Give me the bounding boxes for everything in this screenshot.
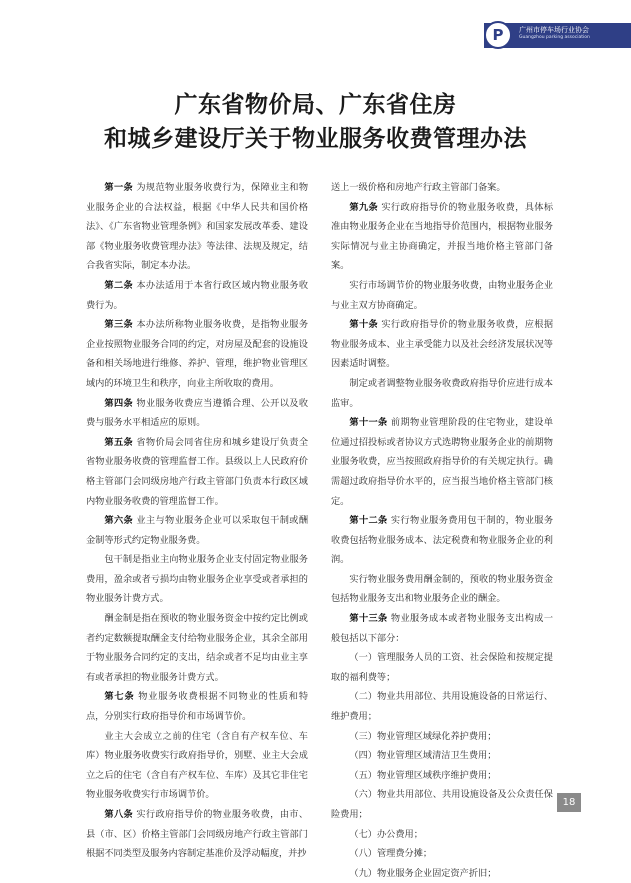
- paragraph: [331, 727, 553, 747]
- paragraph: [331, 511, 553, 570]
- article-heading: 第四条: [104, 397, 134, 409]
- paragraph: [86, 550, 308, 609]
- article-text: （四）物业管理区域清洁卫生费用；: [349, 750, 497, 762]
- article-heading: 第九条: [349, 201, 379, 213]
- article-text: 为规范物业服务收费行为，保障业主和物业服务企业的合法权益，根据《中华人民共和国价格法》、《广东省物业管理条例》和国家发展改革委、建设部《物业服务收费管理办法》等法律、法规及规定，结合我省实际，制定本办法。: [86, 182, 309, 272]
- paragraph: [331, 178, 553, 198]
- parking-logo-icon: [484, 21, 512, 49]
- article-heading: 第一条: [104, 182, 134, 193]
- paragraph: [331, 746, 553, 766]
- paragraph: [331, 570, 553, 609]
- article-heading: 第二条: [104, 279, 134, 291]
- paragraph: [331, 785, 553, 824]
- article-heading: 第七条: [104, 691, 135, 703]
- paragraph: [86, 315, 308, 393]
- article-text: 实行物业服务费用酬金制的，预收的物业服务资金包括物业服务支出和物业服务企业的酬金。: [331, 573, 553, 605]
- article-text: 物业服务收费应当遵循合理、公开以及收费与服务水平相适应的原则。: [86, 397, 309, 429]
- article-text: 物业服务成本或者物业服务支出构成一般包括以下部分：: [331, 613, 554, 644]
- article-text: （二）物业共用部位、共用设施设备的日常运行、维护费用；: [331, 691, 553, 723]
- article-text: 业主与物业服务企业可以采取包干制或酬金制等形式约定物业服务费。: [86, 515, 309, 546]
- article-heading: 第六条: [104, 515, 134, 527]
- article-text: 业主大会成立之前的住宅（含自有产权车位、车库）物业服务收费实行政府指导价，别墅、业主大会成立之后的住宅（含自有产权车位、车库）及其它非住宅物业服务收费实行市场调节价。: [86, 730, 308, 801]
- page-title-line1: 广东省物价局、广东省住房: [174, 91, 457, 118]
- paragraph: [86, 394, 308, 433]
- right-column: [331, 178, 553, 883]
- paragraph: [331, 766, 553, 786]
- article-text: （七）办公费用；: [349, 828, 423, 840]
- article-heading: 第三条: [104, 319, 134, 331]
- paragraph: [331, 609, 553, 648]
- paragraph: [86, 727, 308, 805]
- article-heading: 第十二条: [349, 515, 388, 527]
- paragraph: [86, 609, 308, 687]
- article-heading: 第十条: [349, 319, 379, 331]
- paragraph: [331, 864, 553, 883]
- article-text: 送上一级价格和房地产行政主管部门备案。: [331, 182, 506, 193]
- article-text: （九）物业服务企业固定资产折旧；: [349, 867, 497, 879]
- article-text: 实行政府指导价的物业服务收费，应根据物业服务成本、业主承受能力以及社会经济发展状况等因素适时调整。: [331, 319, 554, 370]
- article-text: 实行政府指导价的物业服务收费，具体标准由物业服务企业在当地指导价范围内，根据物业服务实际情况与业主协商确定，并报当地价格主管部门备案。: [331, 201, 554, 272]
- article-text: （三）物业管理区域绿化养护费用；: [349, 730, 497, 742]
- paragraph: [331, 687, 553, 726]
- left-column: [86, 178, 308, 864]
- article-heading: 第八条: [104, 809, 134, 820]
- article-text: 本办法所称物业服务收费，是指物业服务企业按照物业服务合同的约定，对房屋及配套的设施设备和相关场地进行维修、养护、管理，维护物业管理区域内的环境卫生和秩序，向业主所收取的费用。: [86, 319, 309, 389]
- article-text: 实行市场调节价的物业服务收费，由物业服务企业与业主双方协商确定。: [331, 279, 553, 311]
- paragraph: [331, 315, 553, 374]
- paragraph: [86, 511, 308, 550]
- article-text: 物业服务收费根据不同物业的性质和特点，分别实行政府指导价和市场调节价。: [86, 691, 309, 723]
- article-text: 实行物业服务费用包干制的，物业服务收费包括物业服务成本、法定税费和物业服务企业的利润。: [331, 515, 554, 566]
- paragraph: [331, 825, 553, 845]
- article-heading: 第十一条: [349, 417, 388, 429]
- paragraph: [86, 276, 308, 315]
- logo-letter: P: [492, 25, 504, 44]
- paragraph: [331, 413, 553, 511]
- page-number: 18: [557, 793, 581, 812]
- article-text: （八）管理费分摊；: [349, 848, 433, 860]
- page-title-line2: 和城乡建设厅关于物业服务收费管理办法: [104, 125, 527, 152]
- paragraph: [331, 648, 553, 687]
- article-text: （五）物业管理区域秩序维护费用；: [349, 769, 497, 781]
- org-name-en: Guangzhou parking association: [519, 35, 590, 40]
- article-text: 实行政府指导价的物业服务收费，由市、县（市、区）价格主管部门会同级房地产行政主管部门根据不同类型及服务内容制定基准价及浮动幅度，并抄: [86, 809, 309, 860]
- org-name-cn: 广州市停车场行业协会: [519, 26, 589, 34]
- article-text: （六）物业共用部位、共用设施设备及公众责任保险费用；: [331, 789, 553, 820]
- paragraph: [86, 687, 308, 726]
- article-text: 制定或者调整物业服务收费政府指导价应进行成本监审。: [331, 377, 553, 409]
- article-text: 省物价局会同省住房和城乡建设厅负责全省物业服务收费的管理监督工作。县级以上人民政府价格主管部门会同级房地产行政主管部门负责本行政区域内物业服务收费的管理监督工作。: [86, 436, 309, 507]
- paragraph: [331, 198, 553, 276]
- article-text: 前期物业管理阶段的住宅物业，建设单位通过招投标或者协议方式选聘物业服务企业的前期物业服务收费，应当按照政府指导价的有关规定执行。确需超过政府指导价水平的，应当报当地价格主管部门核定。: [331, 417, 554, 507]
- paragraph: [86, 805, 308, 864]
- paragraph: [331, 844, 553, 864]
- article-text: 本办法适用于本省行政区域内物业服务收费行为。: [86, 279, 309, 311]
- article-text: 包干制是指业主向物业服务企业支付固定物业服务费用，盈余或者亏损均由物业服务企业享受或者承担的物业服务计费方式。: [86, 554, 308, 605]
- article-text: 酬金制是指在预收的物业服务资金中按约定比例或者约定数额提取酬金支付给物业服务企业，其余全部用于物业服务合同约定的支出，结余或者不足均由业主享有或者承担的物业服务计费方式。: [86, 613, 308, 683]
- paragraph: [86, 433, 308, 511]
- paragraph: [331, 374, 553, 413]
- article-text: （一）管理服务人员的工资、社会保险和按规定提取的福利费等；: [331, 652, 553, 683]
- article-heading: 第五条: [104, 436, 134, 448]
- paragraph: [86, 178, 308, 276]
- article-heading: 第十三条: [349, 613, 388, 625]
- paragraph: [331, 276, 553, 315]
